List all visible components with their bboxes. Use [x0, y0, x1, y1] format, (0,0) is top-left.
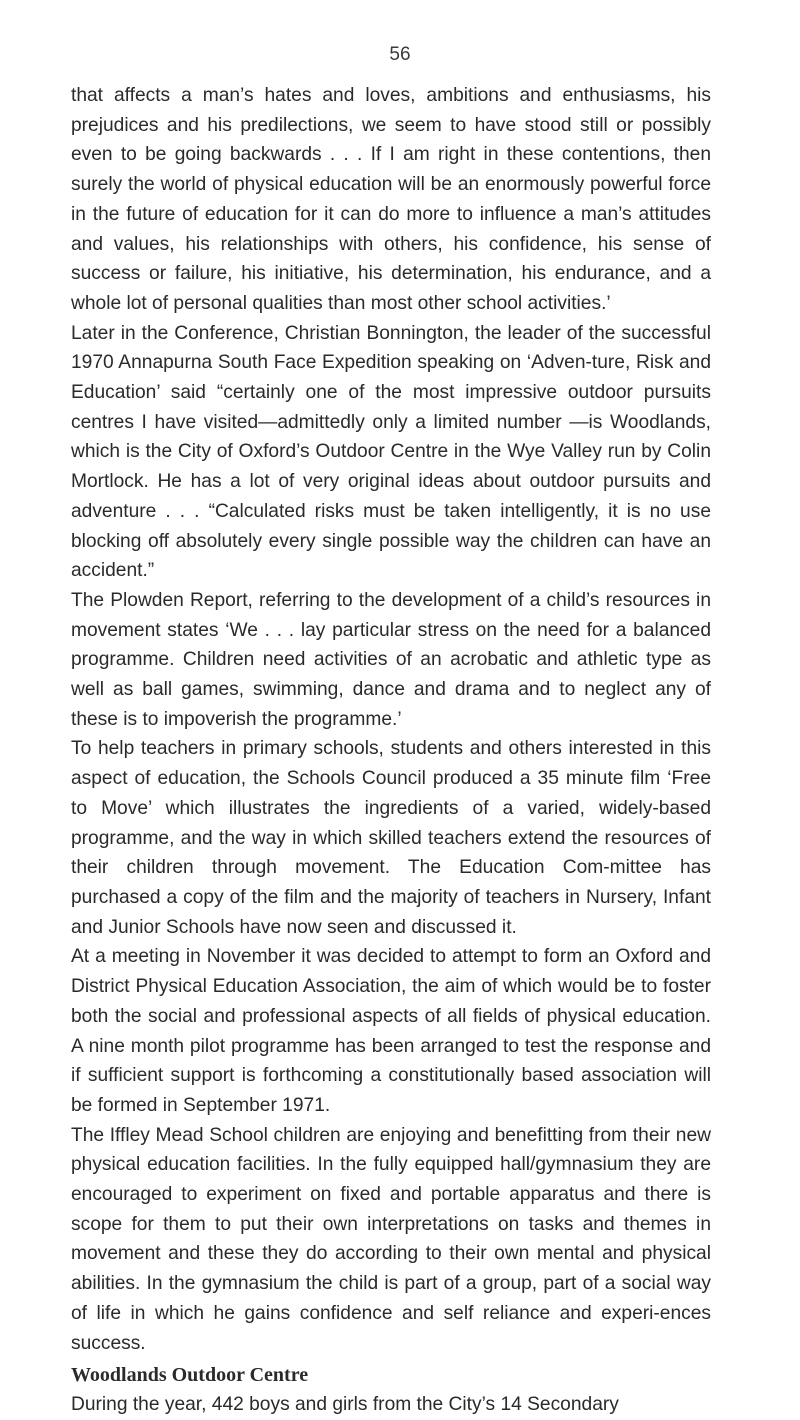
paragraph-2: Later in the Conference, Christian Bonnington, the leader of the successful 1970 Annapurna South Face Expedition speaking on ‘Adven-ture, Risk and Education’ said “certainly one of the most impressive outdoor pursuits centres I have visited—admittedly only a limited number —is Woodlands, which is the City of Oxford’s Outdoor Centre in the Wye Valley run by Colin Mortlock. He has a lot of very original ideas about outdoor pursuits and adventure . . . “Calculated risks must be taken intelligently, it is no use blocking off absolutely every single possible way the children can have an accident.” — [71, 322, 711, 582]
document-body — [71, 81, 711, 1420]
paragraph-5: At a meeting in November it was decided to attempt to form an Oxford and District Physical Education Association, the aim of which would be to foster both the social and professional aspects of all fields of physical education. A nine month pilot programme has been arranged to test the response and if sufficient support is forthcoming a constitutionally based association will be formed in September 1971. — [71, 946, 711, 1116]
paragraph-3: The Plowden Report, referring to the development of a child’s resources in movement states ‘We . . . lay particular stress on the need for a balanced programme. Children need activities of an acrobatic and athletic type as well as ball games, swimming, dance and drama and to neglect any of these is to impoverish the programme.’ — [71, 589, 711, 730]
page-number: 56 — [389, 44, 411, 65]
paragraph-4: To help teachers in primary schools, students and others interested in this aspect of education, the Schools Council produced a 35 minute film ‘Free to Move’ which illustrates the ingredients of a varied, widely-based programme, and the way in which skilled teachers extend the resources of their children through movement. The Education Com-mittee has purchased a copy of the film and the majority of teachers in Nursery, Infant and Junior Schools have now seen and discussed it. — [71, 738, 711, 938]
section-paragraph: During the year, 442 boys and girls from the City’s 14 Secondary — [71, 1394, 619, 1416]
paragraph-1: that affects a man’s hates and loves, ambitions and enthusiasms, his prejudices and his predilections, we seem to have stood still or possibly even to be going backwards . . . If I am right in these contentions, then surely the world of physical education will be an enormously powerful force in the future of education for it can do more to influence a man’s attitudes and values, his relationships with others, his confidence, his sense of success or failure, his initiative, his determination, his endurance, and a whole lot of personal qualities than most other school activities.’ — [71, 85, 711, 314]
paragraph-6: The Iffley Mead School children are enjoying and benefitting from their new physical education facilities. In the fully equipped hall/gymnasium they are encouraged to experiment on fixed and portable apparatus and there is scope for them to put their own interpretations on tasks and themes in movement and these they do according to their own mental and physical abilities. In the gymnasium the child is part of a group, part of a social way of life in which he gains confidence and self reliance and experi-ences success. — [71, 1124, 711, 1354]
section-heading: Woodlands Outdoor Centre — [71, 1364, 309, 1387]
